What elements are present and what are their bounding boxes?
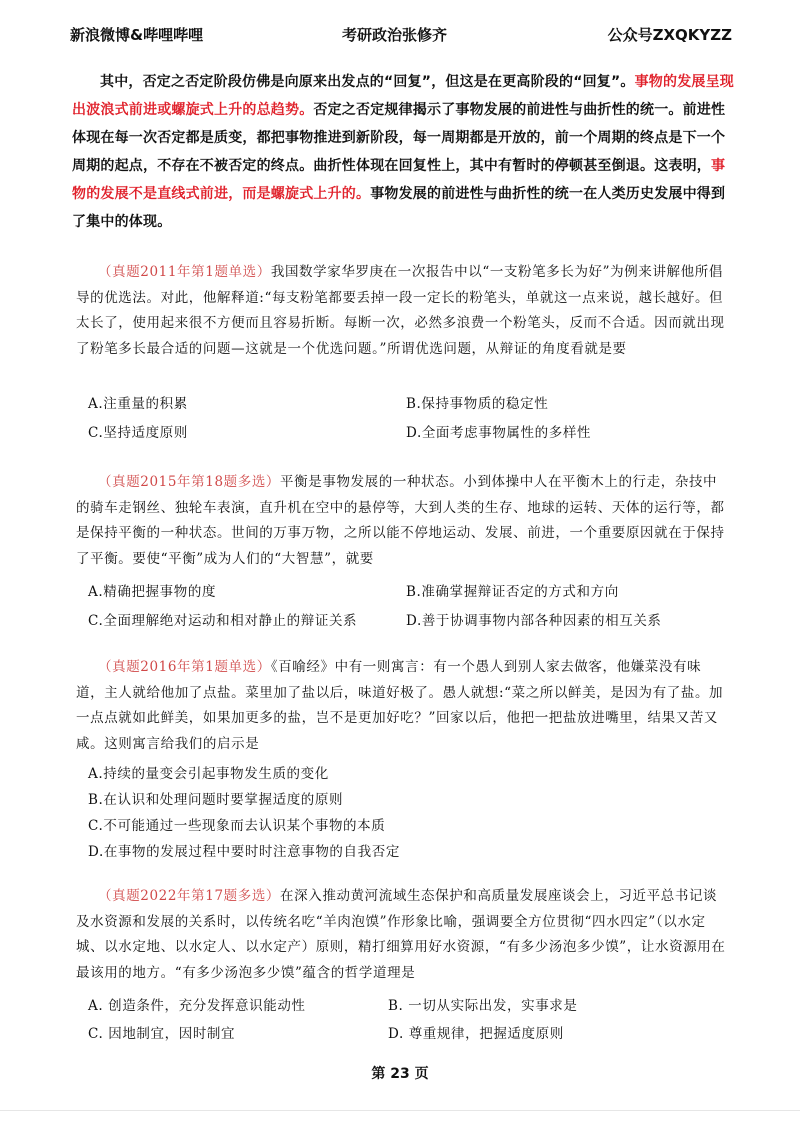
intro-text-1: 其中，否定之否定阶段仿佛是向原来出发点的“回复”，但这是在更高阶段的“回复”。 bbox=[100, 74, 635, 90]
option-b: B.准确掌握辩证否定的方式和方向 bbox=[406, 584, 619, 600]
page-header bbox=[70, 18, 732, 46]
option-c: C.不可能通过一些现象而去认识某个事物的本质 bbox=[88, 818, 386, 834]
intro-highlight-1: 事物的发展呈现出波浪式前进或螺旋式上升的总趋势。 bbox=[72, 74, 735, 118]
option-b: B. 一切从实际出发，实事求是 bbox=[388, 998, 578, 1014]
intro-text-3: 事物发展的前进性与曲折性的统一在人类历史发展中得到了集中的体现。 bbox=[72, 186, 726, 230]
question-block bbox=[76, 655, 726, 757]
option-d: D.全面考虑事物属性的多样性 bbox=[406, 425, 592, 441]
option-b: B.保持事物质的稳定性 bbox=[406, 396, 549, 412]
page-number: 第 23 页 bbox=[371, 1066, 429, 1082]
option-d: D.在事物的发展过程中要时时注意事物的自我否定 bbox=[88, 844, 400, 860]
bottom-divider bbox=[0, 1110, 800, 1111]
question-block bbox=[76, 470, 726, 572]
intro-paragraph bbox=[72, 68, 734, 236]
header-author: 考研政治张修齐 bbox=[342, 26, 448, 44]
option-b: B.在认识和处理问题时要掌握适度的原则 bbox=[88, 792, 344, 808]
question-stem: 平衡是事物发展的一种状态。小到体操中人在平衡木上的行走，杂技中的骑车走钢丝、独轮车表演，直升机在空中的悬停等，大到人类的生存、地球的运转、天体的运行等，都是保持平衡的一种状态。世间的万事万物，之所以能不停地运动、发展、前进，一个重要原因就在于保持了平衡。要使“平衡”成为人们的“大智慧”，就要 bbox=[76, 474, 725, 567]
option-c: C. 因地制宜，因时制宜 bbox=[88, 1026, 236, 1042]
header-weibo-bilibili: 新浪微博&哔哩哔哩 bbox=[70, 26, 204, 44]
option-d: D.善于协调事物内部各种因素的相互关系 bbox=[406, 613, 662, 629]
intro-text-2: 否定之否定规律揭示了事物发展的前进性与曲折性的统一。前进性体现在每一次否定都是质变，都把事物推进到新阶段，每一周期都是开放的，前一个周期的终点是下一个周期的起点，不存在不被否定的终点。曲折性体现在回复性上，其中有暂时的停顿甚至倒退。这表明， bbox=[72, 102, 726, 174]
option-a: A.注重量的积累 bbox=[88, 396, 188, 412]
question-stem: 我国数学家华罗庚在一次报告中以“一支粉笔多长为好”为例来讲解他所倡导的优选法。对此，他解释道:“每支粉笔都要丢掉一段一定长的粉笔头，单就这一点来说，越长越好。但太长了，使用起来很不方便而且容易折断。每断一次，必然多浪费一个粉笔头，反而不合适。因而就出现了粉笔多长最合适的问题—这就是一个优选问题。”所谓优选问题，从辩证的角度看就是要 bbox=[76, 264, 725, 357]
question-source-tag: （真题2016年第1题单选） bbox=[98, 659, 271, 675]
option-c: C.坚持适度原则 bbox=[88, 425, 188, 441]
option-a: A.精确把握事物的度 bbox=[88, 584, 217, 600]
question-source-tag: （真题2011年第1题单选） bbox=[98, 264, 271, 280]
question-block bbox=[76, 884, 726, 986]
option-d: D. 尊重规律，把握适度原则 bbox=[388, 1026, 564, 1042]
question-source-tag: （真题2015年第18题多选） bbox=[98, 474, 281, 490]
question-source-tag: （真题2022年第17题多选） bbox=[98, 888, 281, 904]
intro-highlight-2: 事物的发展不是直线式前进，而是螺旋式上升的。 bbox=[72, 158, 726, 202]
question-stem: 《百喻经》中有一则寓言：有一个愚人到别人家去做客，他嫌菜没有味道，主人就给他加了点盐。菜里加了盐以后，味道好极了。愚人就想:“菜之所以鲜美，是因为有了盐。加一点点就如此鲜美，如果加更多的盐，岂不是更加好吃？”回家以后，他把一把盐放进嘴里，结果又苦又咸。这则寓言给我们的启示是 bbox=[76, 659, 724, 752]
option-a: A. 创造条件，充分发挥意识能动性 bbox=[88, 998, 306, 1014]
option-a: A.持续的量变会引起事物发生质的变化 bbox=[88, 766, 329, 782]
question-block bbox=[76, 260, 726, 362]
option-c: C.全面理解绝对运动和相对静止的辩证关系 bbox=[88, 613, 358, 629]
question-stem: 在深入推动黄河流域生态保护和高质量发展座谈会上，习近平总书记谈及水资源和发展的关系时，以传统名吃“羊肉泡馍”作形象比喻，强调要全方位贯彻“四水四定”（以水定城、以水定地、以水定人、以水定产）原则，精打细算用好水资源，“有多少汤泡多少馍”，让水资源用在最该用的地方。“有多少汤泡多少馍”蕴含的哲学道理是 bbox=[76, 888, 726, 981]
header-wechat-account: 公众号ZXQKYZZ bbox=[607, 26, 732, 44]
